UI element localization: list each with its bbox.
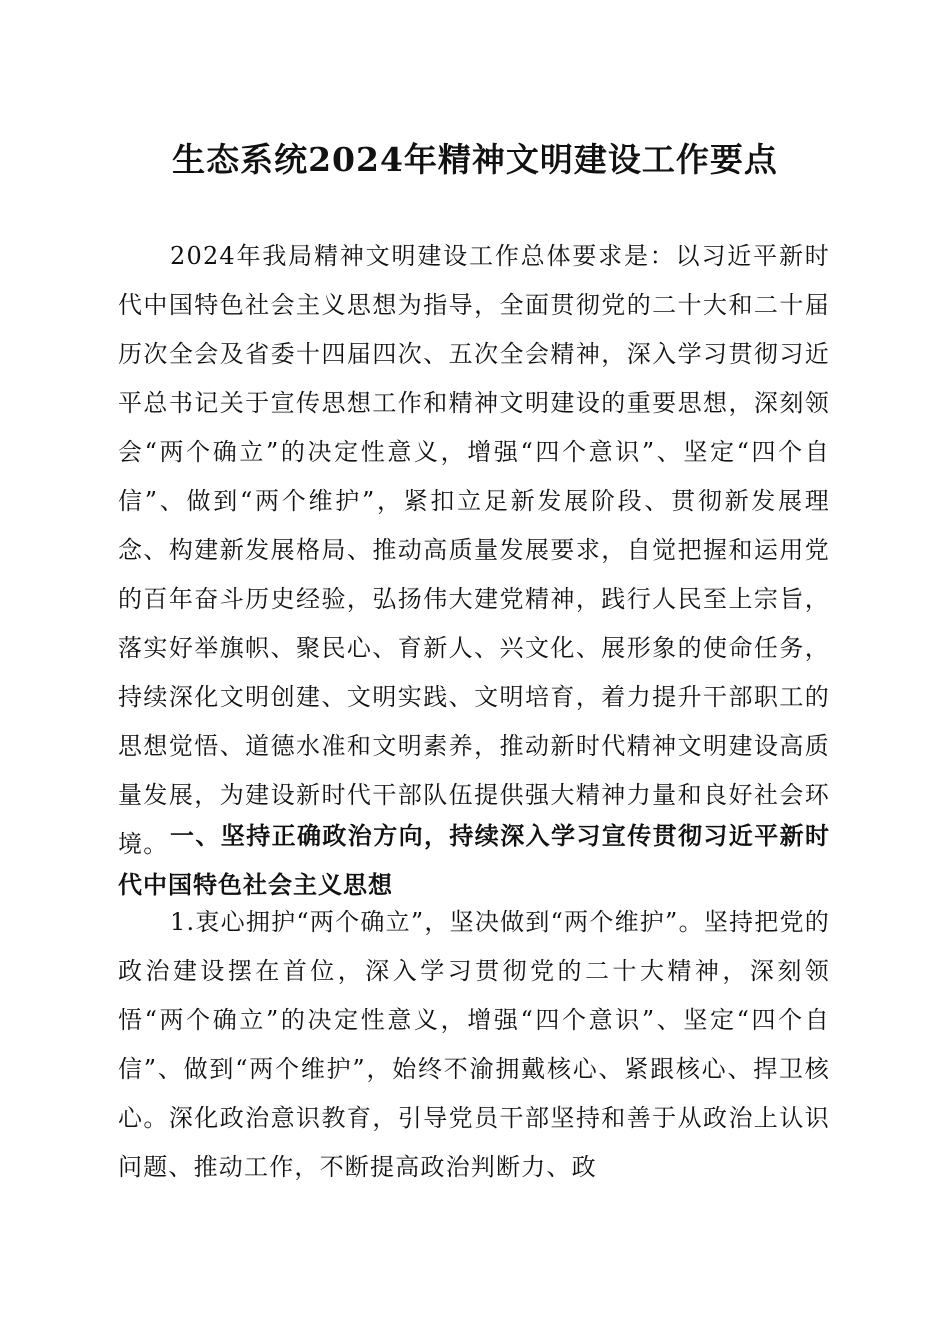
document-title: 生态系统2024年精神文明建设工作要点 <box>172 140 778 179</box>
section-1-heading: 一、坚持正确政治方向，持续深入学习宣传贯彻习近平新时代中国特色社会主义思想 <box>118 822 830 899</box>
intro-paragraph: 2024年我局精神文明建设工作总体要求是：以习近平新时代中国特色社会主义思想为指导，全面贯彻党的二十大和二十届历次全会及省委十四届四次、五次全会精神，深入学习贯彻习近平总书记关于宣传思想工作和精神文明建设的重要思想，深刻领会“两个确立”的决定性意义，增强“四个意识”、坚定“四个自信”、做到“两个维护”，紧扣立足新发展阶段、贯彻新发展理念、构建新发展格局、推动高质量发展要求，自觉把握和运用党的百年奋斗历史经验，弘扬伟大建党精神，践行人民至上宗旨，落实好举旗帜、聚民心、育新人、兴文化、展形象的使命任务，持续深化文明创建、文明实践、文明培育，着力提升干部职工的思想觉悟、道德水准和文明素养，推动新时代精神文明建设高质量发展，为建设新时代干部队伍提供强大精神力量和良好社会环境。 <box>118 242 830 858</box>
section-1-item-1-paragraph: 1.衷心拥护“两个确立”，坚决做到“两个维护”。坚持把党的政治建设摆在首位，深入学习贯彻党的二十大精神，深刻领悟“两个确立”的决定性意义，增强“四个意识”、坚定“四个自信”、做到“两个维护”，始终不渝拥戴核心、紧跟核心、捍卫核心。深化政治意识教育，引导党员干部坚持和善于从政治上认识问题、推动工作，不断提高政治判断力、政 <box>118 908 830 1181</box>
